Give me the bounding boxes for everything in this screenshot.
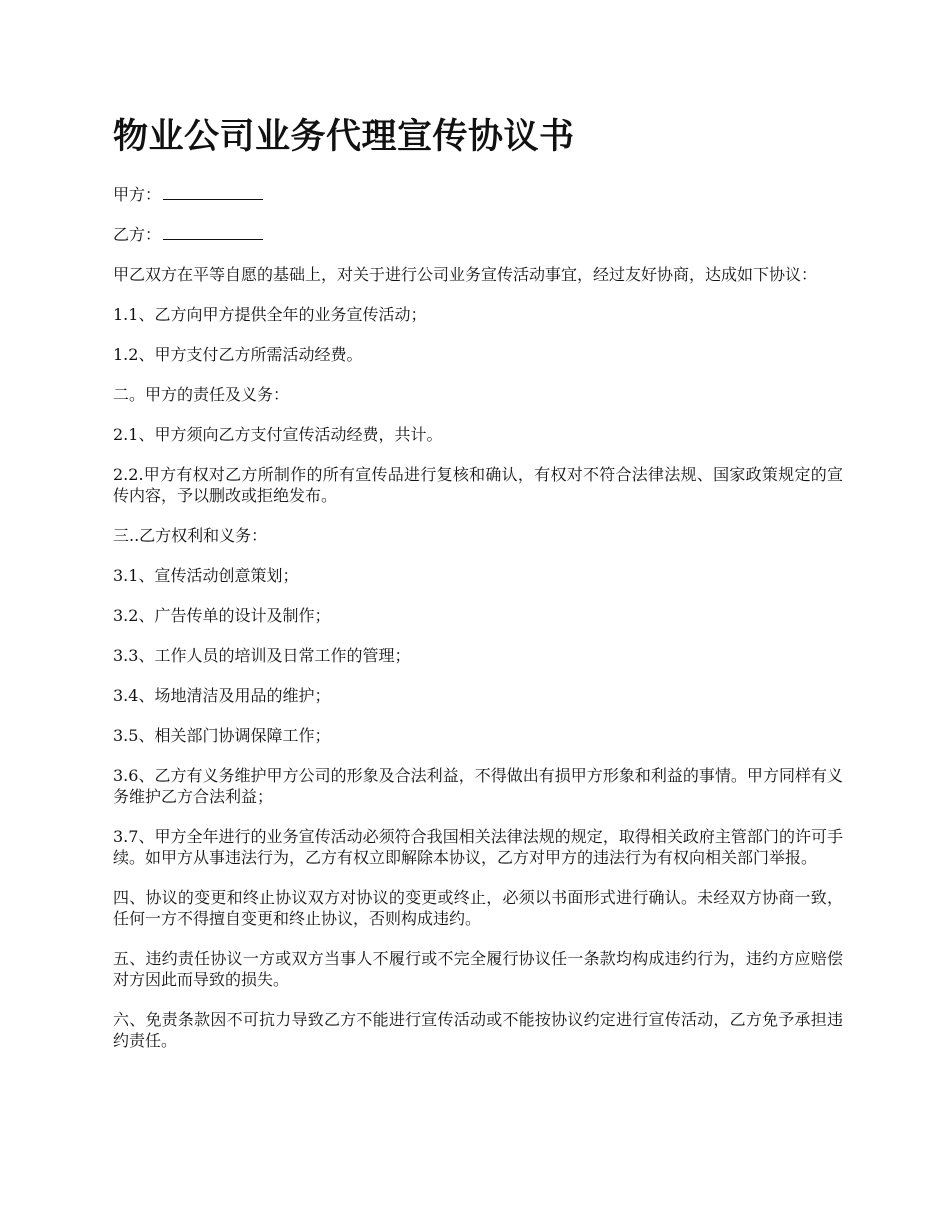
party-b-line — [113, 224, 843, 245]
section-6-exemption: 六、免责条款因不可抗力导致乙方不能进行宣传活动或不能按协议约定进行宣传活动，乙方免予承担违约责任。 — [113, 1010, 843, 1050]
party-a-blank — [163, 185, 263, 200]
clause-3-4: 3.4、场地清洁及用品的维护； — [113, 686, 331, 705]
clause-2-2: 2.2.甲方有权对乙方所制作的所有宣传品进行复核和确认，有权对不符合法律法规、国家政策规定的宣传内容，予以删改或拒绝发布。 — [113, 465, 843, 505]
clause-3-7: 3.7、甲方全年进行的业务宣传活动必须符合我国相关法律法规的规定，取得相关政府主管部门的许可手续。如甲方从事违法行为，乙方有权立即解除本协议，乙方对甲方的违法行为有权向相关部门举报。 — [113, 827, 843, 867]
party-a-line — [113, 184, 843, 205]
section-4-change-termination: 四、协议的变更和终止协议双方对协议的变更或终止，必须以书面形式进行确认。未经双方协商一致，任何一方不得擅自变更和终止协议，否则构成违约。 — [113, 888, 843, 928]
clause-1-1: 1.1、乙方向甲方提供全年的业务宣传活动； — [113, 305, 427, 324]
party-b-label: 乙方： — [113, 225, 162, 244]
clause-3-2: 3.2、广告传单的设计及制作； — [113, 606, 331, 625]
section-heading-2: 二。甲方的责任及义务： — [113, 385, 290, 404]
clause-2-1: 2.1、甲方须向乙方支付宣传活动经费，共计。 — [113, 425, 443, 444]
paragraph-intro: 甲乙双方在平等自愿的基础上，对关于进行公司业务宣传活动事宜，经过友好协商，达成如下协议： — [113, 265, 818, 284]
section-heading-3: 三..乙方权利和义务： — [113, 526, 268, 545]
party-b-blank — [163, 225, 263, 240]
section-5-liability: 五、违约责任协议一方或双方当事人不履行或不完全履行协议任一条款均构成违约行为，违约方应赔偿对方因此而导致的损失。 — [113, 949, 843, 989]
document-page — [113, 116, 843, 1070]
clause-3-1: 3.1、宣传活动创意策划； — [113, 566, 299, 585]
clause-3-5: 3.5、相关部门协调保障工作； — [113, 726, 331, 745]
clause-3-3: 3.3、工作人员的培训及日常工作的管理； — [113, 646, 411, 665]
clause-1-2: 1.2、甲方支付乙方所需活动经费。 — [113, 345, 363, 364]
party-a-label: 甲方： — [113, 185, 162, 204]
clause-3-6: 3.6、乙方有义务维护甲方公司的形象及合法利益，不得做出有损甲方形象和利益的事情。甲方同样有义务维护乙方合法利益； — [113, 766, 843, 806]
document-title: 物业公司业务代理宣传协议书 — [113, 116, 575, 157]
